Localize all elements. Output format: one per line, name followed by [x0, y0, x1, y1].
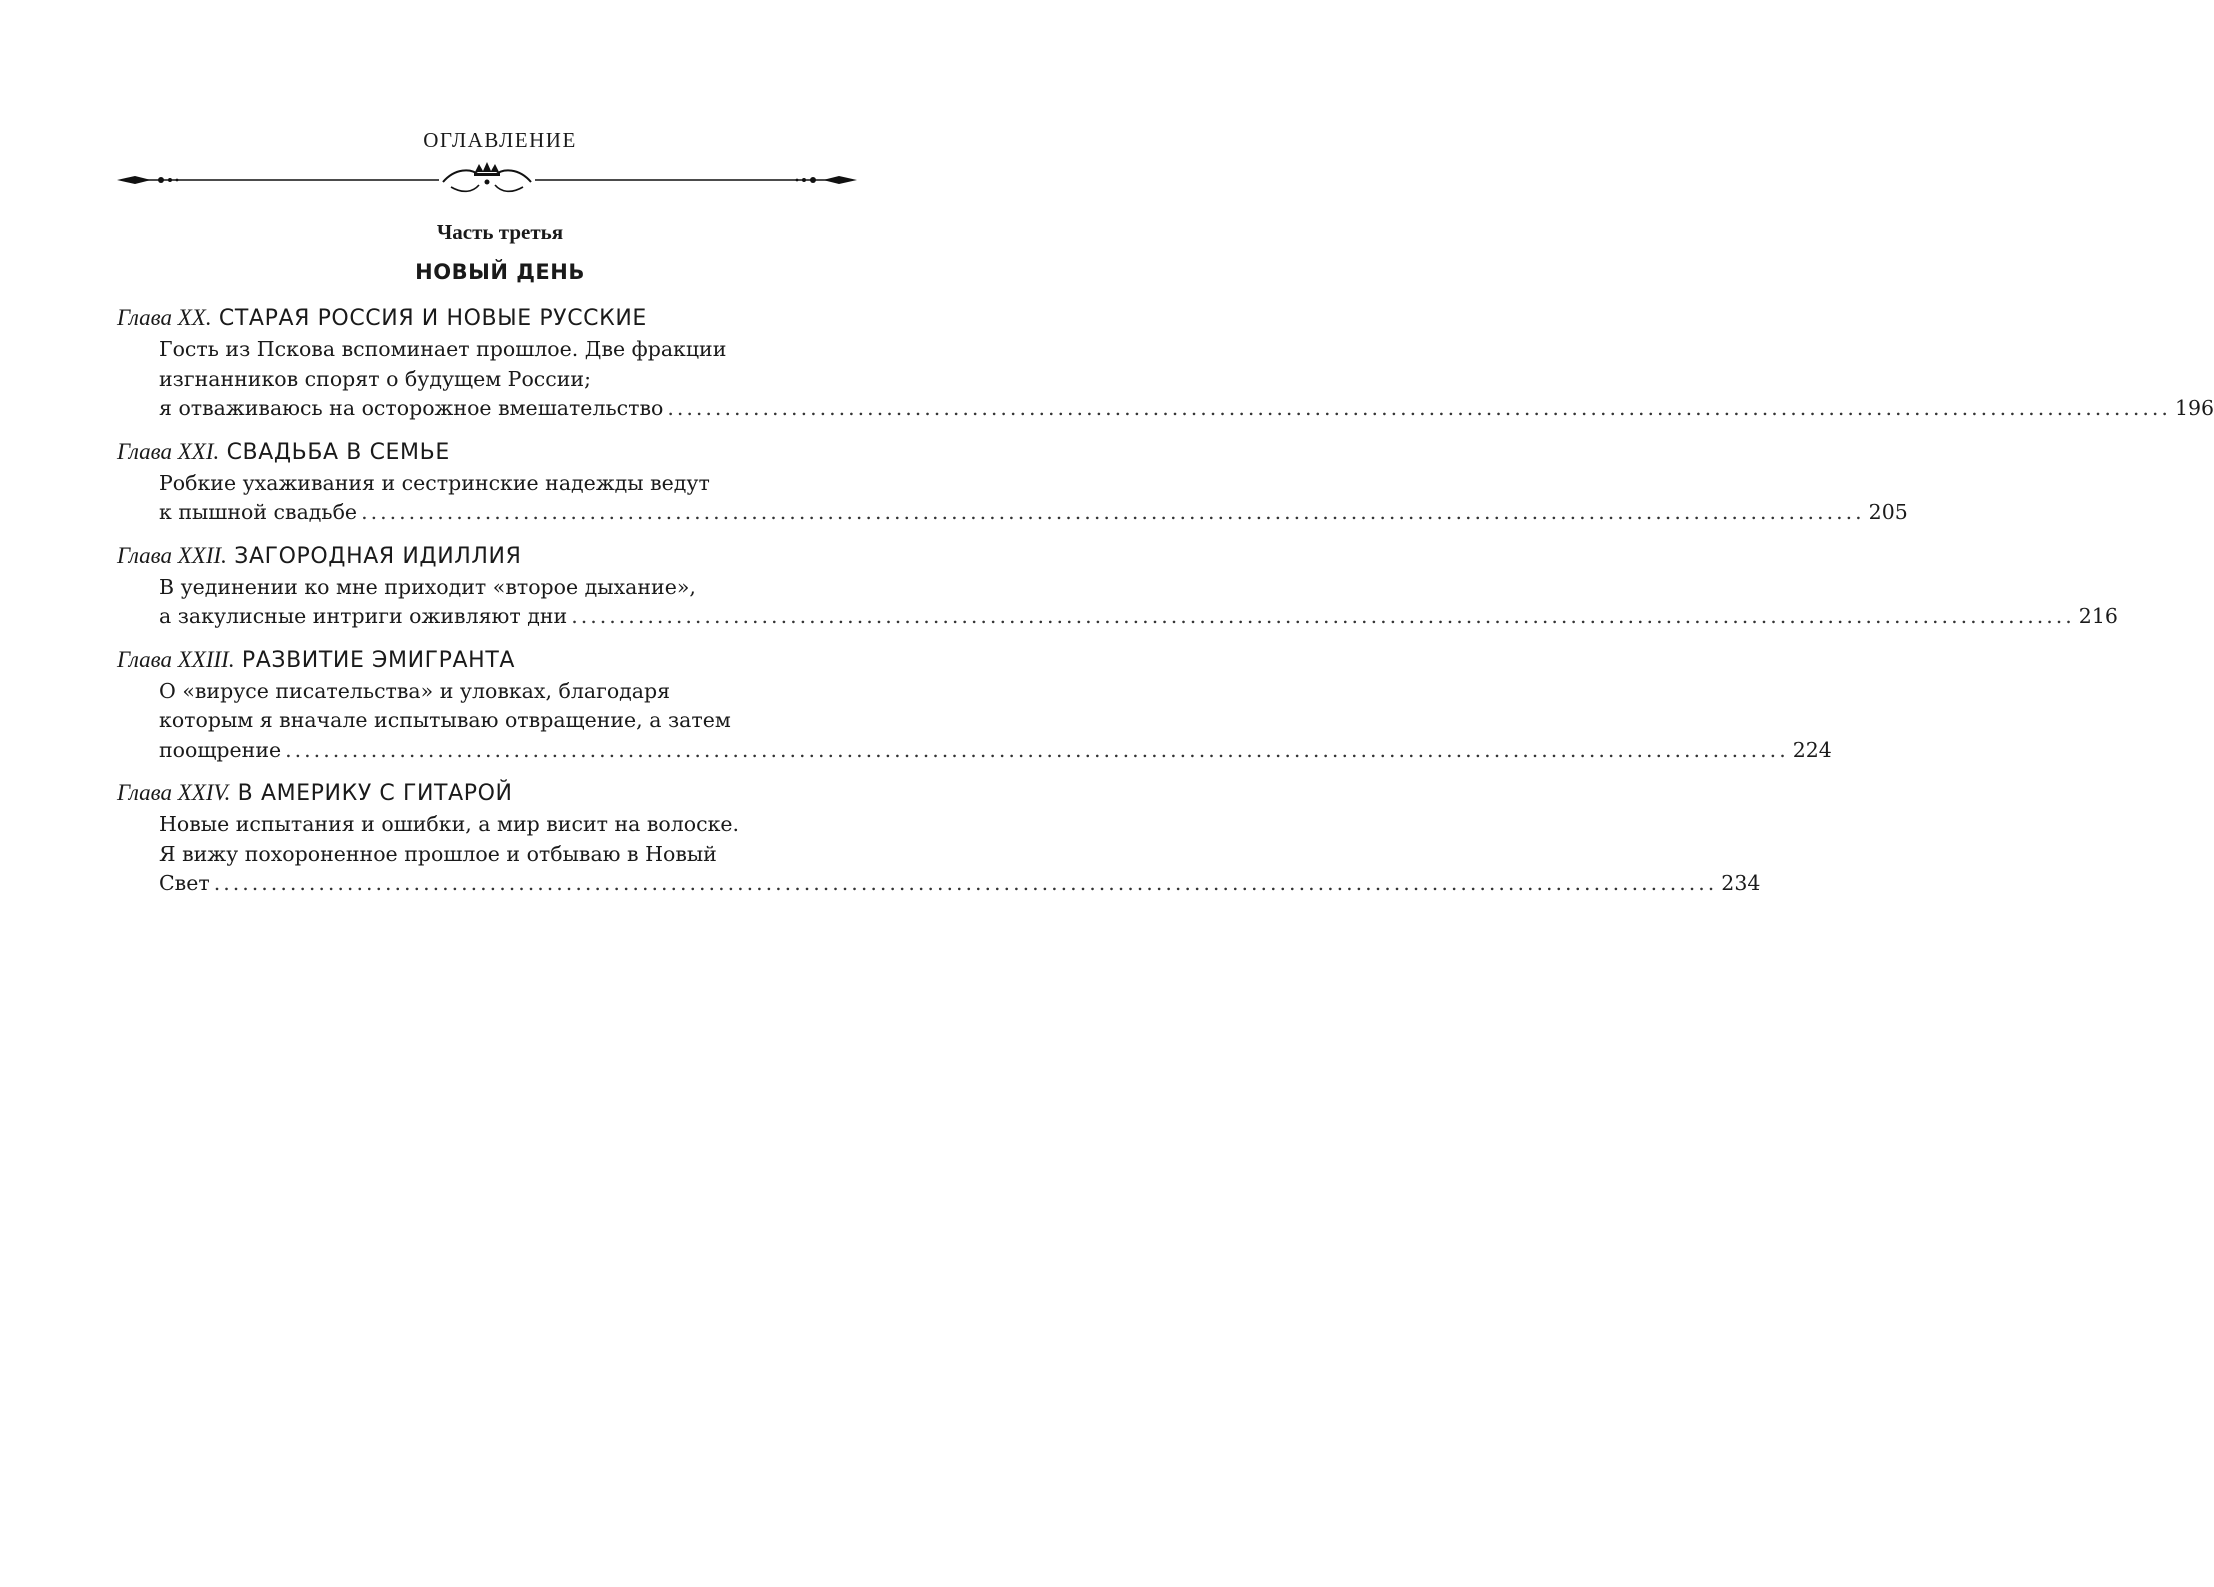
- chapter-heading: [117, 436, 857, 469]
- chapter-title: В АМЕРИКУ С ГИТАРОЙ: [237, 781, 513, 806]
- chapter-description-line: а закулисные интриги оживляют дни: [159, 604, 568, 628]
- chapter-number: Глава XXI.: [117, 438, 220, 464]
- page-number: 234: [1721, 871, 1761, 895]
- chapter-description-last-line: [117, 869, 1761, 899]
- part-title: НОВЫЙ ДЕНЬ: [415, 260, 585, 284]
- chapter-description-line: Я вижу похороненное прошлое и отбываю в Новый: [159, 841, 717, 866]
- chapter-title: СТАРАЯ РОССИЯ И НОВЫЕ РУССКИЕ: [218, 306, 647, 331]
- chapter-description-last-line: [117, 602, 2118, 632]
- chapter-number: Глава XX.: [117, 305, 212, 330]
- chapter-title: РАЗВИТИЕ ЭМИГРАНТА: [241, 647, 516, 673]
- chapter-description-line: которым я вначале испытываю отвращение, а затем: [159, 708, 731, 732]
- chapter-description-line: я отваживаюсь на осторожное вмешательство: [159, 396, 664, 420]
- chapter-heading: [117, 302, 857, 335]
- chapter-description-line: Новые испытания и ошибки, а мир висит на волоске.: [159, 812, 740, 836]
- chapter-description-last-line: [117, 498, 1908, 528]
- chapter-description-line: к пышной свадьбе: [159, 500, 358, 524]
- chapter-description-line: поощрение: [159, 737, 282, 762]
- chapter-title: СВАДЬБА В СЕМЬЕ: [226, 439, 450, 465]
- ornament-divider: [117, 160, 857, 200]
- toc-entry[interactable]: [117, 644, 1832, 766]
- table-of-contents: [117, 302, 2214, 911]
- chapter-description-line: Гость из Пскова вспоминает прошлое. Две фракции: [159, 337, 727, 361]
- toc-entry[interactable]: [117, 302, 2214, 424]
- chapter-description-line: О «вирусе писательства» и уловках, благодаря: [159, 678, 671, 703]
- chapter-description-line: Робкие ухаживания и сестринские надежды ведут: [159, 470, 710, 495]
- chapter-description-line: Свет: [159, 871, 210, 895]
- page-number: 205: [1868, 500, 1908, 524]
- page-number: 216: [2078, 604, 2118, 628]
- toc-entry[interactable]: [117, 436, 1908, 528]
- chapter-description-last-line: [117, 394, 2214, 424]
- chapter-heading: [117, 777, 857, 810]
- chapter-number: Глава XXIII.: [117, 646, 235, 672]
- chapter-description-line: В уединении ко мне приходит «второе дыхание»,: [159, 574, 696, 599]
- dot-leader: ..............................................................................................................................................................: [285, 737, 1789, 762]
- dot-leader: ..............................................................................................................................................................: [667, 396, 2171, 420]
- dot-leader: ..............................................................................................................................................................: [571, 604, 2075, 628]
- chapter-heading: [117, 644, 857, 677]
- dot-leader: ..............................................................................................................................................................: [361, 500, 1865, 524]
- chapter-description-line: изгнанников спорят о будущем России;: [159, 366, 592, 391]
- page-number: 196: [2174, 396, 2214, 420]
- chapter-number: Глава XXII.: [117, 542, 227, 568]
- page-number: 224: [1792, 737, 1832, 762]
- toc-entry[interactable]: [117, 777, 1761, 899]
- chapter-title: ЗАГОРОДНАЯ ИДИЛЛИЯ: [234, 543, 522, 569]
- chapter-description-last-line: [117, 736, 1832, 766]
- toc-entry[interactable]: [117, 540, 2118, 632]
- chapter-heading: [117, 540, 857, 573]
- running-head: ОГЛАВЛЕНИЕ: [423, 128, 577, 152]
- part-label: Часть третья: [436, 220, 564, 244]
- dot-leader: ..............................................................................................................................................................: [213, 871, 1718, 895]
- chapter-number: Глава XXIV.: [117, 780, 231, 805]
